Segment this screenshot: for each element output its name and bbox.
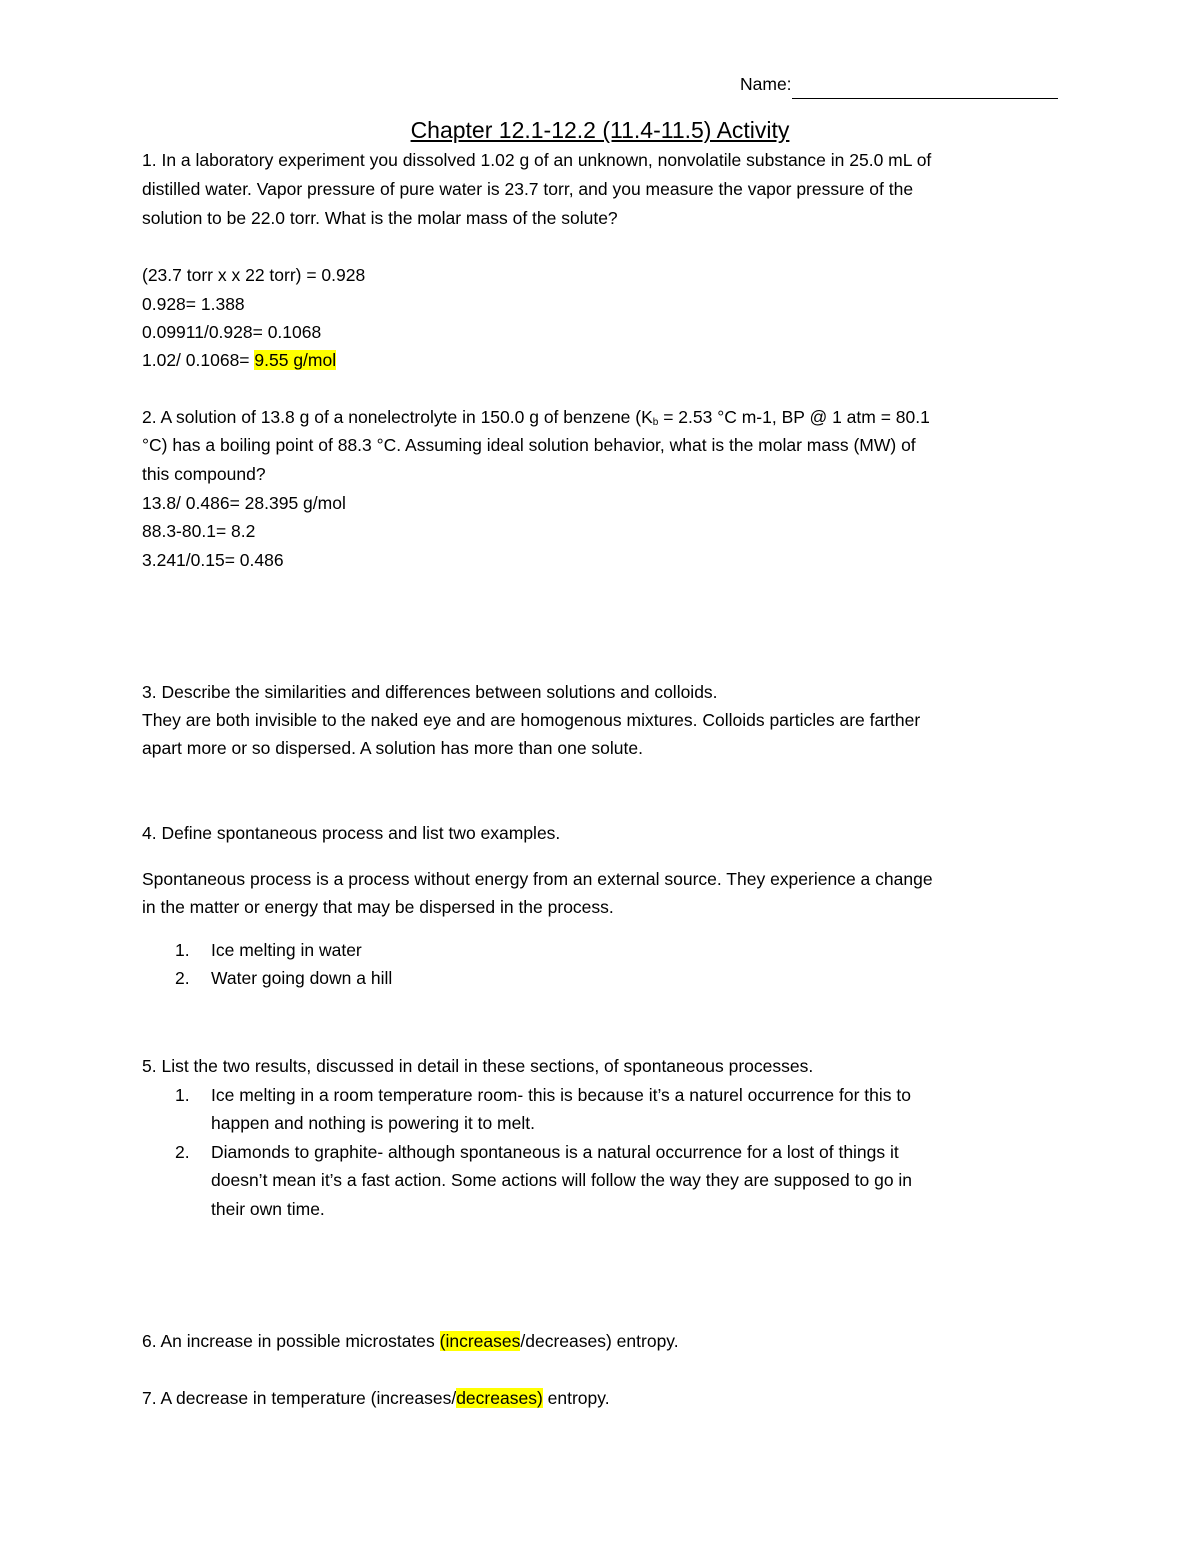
q1-work-4-prefix: 1.02/ 0.1068= — [142, 350, 255, 370]
list-number: 2. — [175, 1142, 190, 1162]
q4-answer-2: in the matter or energy that may be dispersed in the process. — [142, 897, 614, 917]
q2-work-3: 3.241/0.15= 0.486 — [142, 550, 284, 570]
q2-line-1-a: 2. A solution of 13.8 g of a nonelectrolyte in 150.0 g of benzene (K — [142, 407, 653, 427]
list-text-line-2: happen and nothing is powering it to melt. — [211, 1113, 535, 1133]
name-field — [740, 70, 1058, 99]
name-blank[interactable] — [792, 78, 1058, 99]
q2-line-1-b: = 2.53 °C m-1, BP @ 1 atm = 80.1 — [658, 407, 930, 427]
q5-question: 5. List the two results, discussed in detail in these sections, of spontaneous processes. — [142, 1056, 814, 1076]
list-text-line-3: their own time. — [211, 1199, 325, 1219]
q7-suffix: entropy. — [542, 1388, 610, 1408]
q7-highlight: decreases) — [456, 1388, 543, 1408]
name-label: Name: — [740, 74, 792, 94]
list-text: Ice melting in water — [211, 940, 362, 960]
q6-suffix: /decreases) entropy. — [520, 1331, 679, 1351]
q1-work-1: (23.7 torr x x 22 torr) = 0.928 — [142, 265, 366, 285]
q3-question: 3. Describe the similarities and differences between solutions and colloids. — [142, 682, 718, 702]
list-number: 2. — [175, 968, 190, 988]
q1-answer-highlight: 9.55 g/mol — [254, 350, 337, 370]
q2-work-1: 13.8/ 0.486= 28.395 g/mol — [142, 493, 346, 513]
q7-statement — [142, 1384, 1062, 1413]
q4-question: 4. Define spontaneous process and list two examples. — [142, 823, 561, 843]
q6-prefix: 6. An increase in possible microstates — [142, 1331, 440, 1351]
q2-line-3: this compound? — [142, 464, 266, 484]
list-text-line-1: Diamonds to graphite- although spontaneous is a natural occurrence for a lost of things it — [211, 1142, 899, 1162]
page-title: Chapter 12.1-12.2 (11.4-11.5) Activity — [410, 117, 790, 143]
q3-answer-1: They are both invisible to the naked eye and are homogenous mixtures. Colloids particles are farther — [142, 710, 921, 730]
q3-answer-2: apart more or so dispersed. A solution has more than one solute. — [142, 738, 643, 758]
list-number: 1. — [175, 940, 190, 960]
q1-work-2: 0.928= 1.388 — [142, 294, 245, 314]
list-text-line-2: doesn’t mean it’s a fast action. Some actions will follow the way they are supposed to go in — [211, 1170, 913, 1190]
q4-answer-1: Spontaneous process is a process without energy from an external source. They experience a change — [142, 869, 933, 889]
q2-subscript: b — [652, 417, 659, 428]
q1-line-3: solution to be 22.0 torr. What is the molar mass of the solute? — [142, 208, 618, 228]
q2-line-2: °C) has a boiling point of 88.3 °C. Assuming ideal solution behavior, what is the molar mass (MW) of — [142, 435, 916, 455]
q6-statement — [142, 1327, 1062, 1356]
q1-work-4 — [142, 346, 1062, 375]
q7-prefix: 7. A decrease in temperature (increases/ — [142, 1388, 457, 1408]
list-text: Water going down a hill — [211, 968, 393, 988]
list-text-line-1: Ice melting in a room temperature room- this is because it’s a naturel occurrence for this to — [211, 1085, 911, 1105]
list-number: 1. — [175, 1085, 190, 1105]
q1-line-2: distilled water. Vapor pressure of pure water is 23.7 torr, and you measure the vapor pressure of the — [142, 179, 914, 199]
q2-work-2: 88.3-80.1= 8.2 — [142, 521, 256, 541]
q6-highlight: (increases — [439, 1331, 521, 1351]
q1-line-1: 1. In a laboratory experiment you dissolved 1.02 g of an unknown, nonvolatile substance in 25.0 mL of — [142, 150, 932, 170]
q1-work-3: 0.09911/0.928= 0.1068 — [142, 322, 322, 342]
